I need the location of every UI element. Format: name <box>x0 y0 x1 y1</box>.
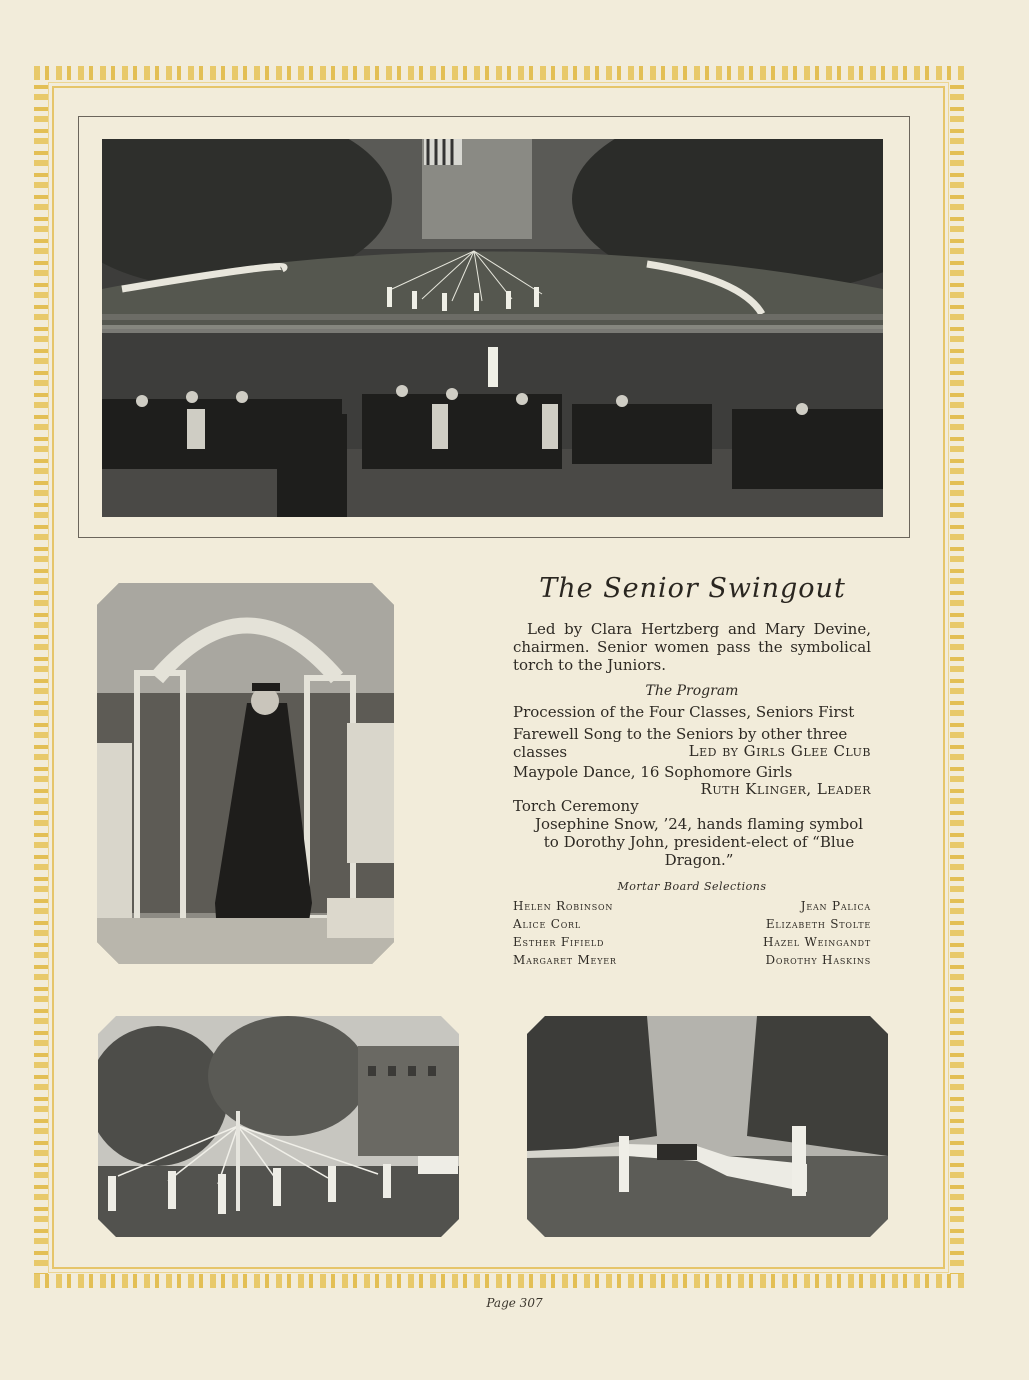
list-item: Hazel Weingandt <box>762 935 871 949</box>
program-credit-leader: Ruth Klinger, Leader <box>700 780 871 798</box>
list-item: Dorothy Haskins <box>765 953 871 967</box>
program-item-procession: Procession of the Four Classes, Seniors First <box>513 703 855 721</box>
intro-paragraph <box>513 620 871 674</box>
list-item: Jean Palica <box>800 899 871 913</box>
mortar-board-left-list <box>513 897 683 969</box>
program-title: The Program <box>645 683 739 699</box>
list-item: Helen Robinson <box>513 899 614 913</box>
page-title: The Senior Swingout <box>539 573 846 604</box>
list-item: Alice Corl <box>513 917 581 931</box>
maypole-dance-photo <box>98 1016 459 1237</box>
procession-lines-photo <box>527 1016 888 1237</box>
list-item: Elizabeth Stolte <box>765 917 871 931</box>
page-number: Page 307 <box>486 1296 543 1310</box>
swingout-crowd-photo <box>102 139 883 517</box>
arch-ceremony-photo <box>97 583 394 964</box>
program-item-farewell-song: Farewell Song to the Seniors by other three classes <box>513 725 848 761</box>
program-detail-torch: Josephine Snow, ’24, hands flaming symbol to Dorothy John, president-elect of “Blue Dragon.” <box>534 815 864 869</box>
program-item-torch: Torch Ceremony <box>513 797 639 815</box>
list-item: Margaret Meyer <box>513 953 617 967</box>
mortar-board-title: Mortar Board Selections <box>617 880 767 893</box>
intro-text: Led by Clara Hertzberg and Mary Devine, chairmen. Senior women pass the symbolical torch to the Juniors. <box>513 620 871 674</box>
mortar-board-right-list <box>700 897 871 969</box>
program-credit-glee-club: Led by Girls Glee Club <box>688 742 871 760</box>
list-item: Esther Fifield <box>513 935 605 949</box>
program-item-maypole: Maypole Dance, 16 Sophomore Girls <box>513 763 793 781</box>
